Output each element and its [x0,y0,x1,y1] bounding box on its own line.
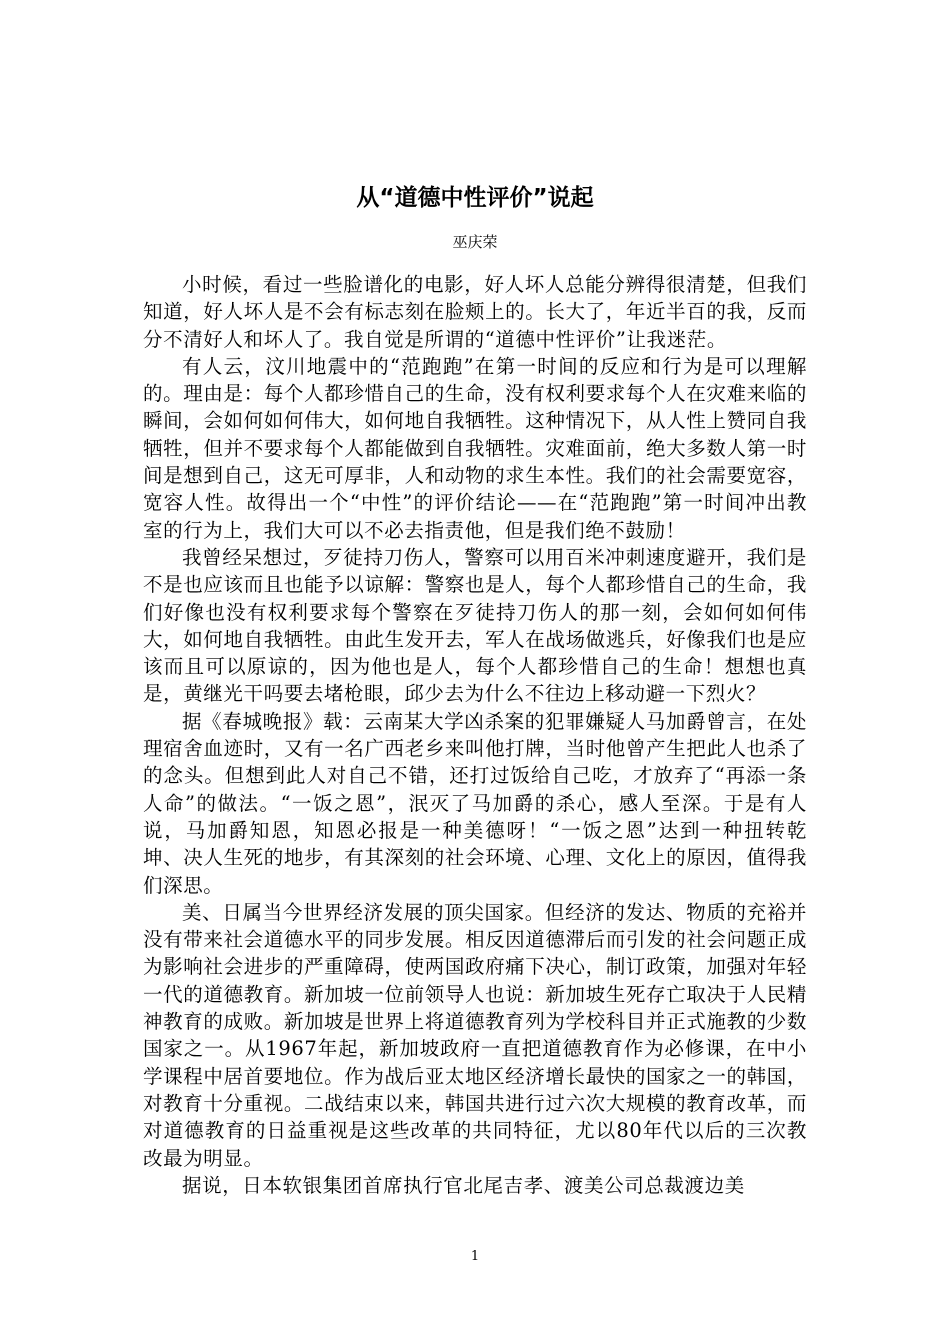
paragraph-4: 据《春城晚报》载：云南某大学凶杀案的犯罪嫌疑人马加爵曾言，在处理宿舍血迹时，又有一名广西老乡来叫他打牌，当时他曾产生把此人也杀了的念头。但想到此人对自己不错，还打过饭给自己吃，才放弃了“再添一条人命”的做法。“一饭之恩”，泯灭了马加爵的杀心，感人至深。于是有人说，马加爵知恩，知恩必报是一种美德呀！“一饭之恩”达到一种扭转乾坤、决人生死的地步，有其深刻的社会环境、心理、文化上的原因，值得我们深思。 [143,709,807,897]
paragraph-2: 有人云，汶川地震中的“范跑跑”在第一时间的反应和行为是可以理解的。理由是：每个人都珍惜自己的生命，没有权利要求每个人在灾难来临的瞬间，会如何如何伟大，如何地自我牺牲。这种情况下，从人性上赞同自我牺牲，但并不要求每个人都能做到自我牺牲。灾难面前，绝大多数人第一时间是想到自己，这无可厚非，人和动物的求生本性。我们的社会需要宽容，宽容人性。故得出一个“中性”的评价结论——在“范跑跑”第一时间冲出教室的行为上，我们大可以不必去指责他，但是我们绝不鼓励！ [143,354,807,542]
paragraph-3: 我曾经呆想过，歹徒持刀伤人，警察可以用百米冲刺速度避开，我们是不是也应该而且也能予以谅解：警察也是人，每个人都珍惜自己的生命，我们好像也没有权利要求每个警察在歹徒持刀伤人的那一刻，会如何如何伟大，如何地自我牺牲。由此生发开去，军人在战场做逃兵，好像我们也是应该而且可以原谅的，因为他也是人，每个人都珍惜自己的生命！想想也真是，黄继光干吗要去堵枪眼，邱少去为什么不往边上移动避一下烈火？ [143,545,807,706]
paragraph-6: 据说，日本软银集团首席执行官北尾吉孝、渡美公司总裁渡边美 [182,1173,745,1197]
paragraph-1: 小时候，看过一些脸谱化的电影，好人坏人总能分辨得很清楚，但我们知道，好人坏人是不会有标志刻在脸颊上的。长大了，年近半百的我，反而分不清好人和坏人了。我自觉是所谓的“道德中性评价”让我迷茫。 [143,273,807,351]
paragraph-5: 美、日属当今世界经济发展的顶尖国家。但经济的发达、物质的充裕并没有带来社会道德水平的同步发展。相反因道德滞后而引发的社会问题正成为影响社会进步的严重障碍，使两国政府痛下决心，制订政策，加强对年轻一代的道德教育。新加坡一位前领导人也说：新加坡生死存亡取决于人民精神教育的成败。新加坡是世界上将道德教育列为学校科目并正式施教的少数国家之一。从1967年起，新加坡政府一直把道德教育作为必修课，在中小学课程中居首要地位。作为战后亚太地区经济增长最快的国家之一的韩国，对教育十分重视。二战结束以来，韩国共进行过六次大规模的教育改革，而对道德教育的日益重视是这些改革的共同特征，尤以80年代以后的三次教改最为明显。 [143,900,807,1170]
page-number: 1 [470,1249,480,1264]
article-body [143,271,807,1199]
article-author: 巫庆荣 [452,233,498,251]
article-title: 从“道德中性评价”说起 [356,185,594,211]
